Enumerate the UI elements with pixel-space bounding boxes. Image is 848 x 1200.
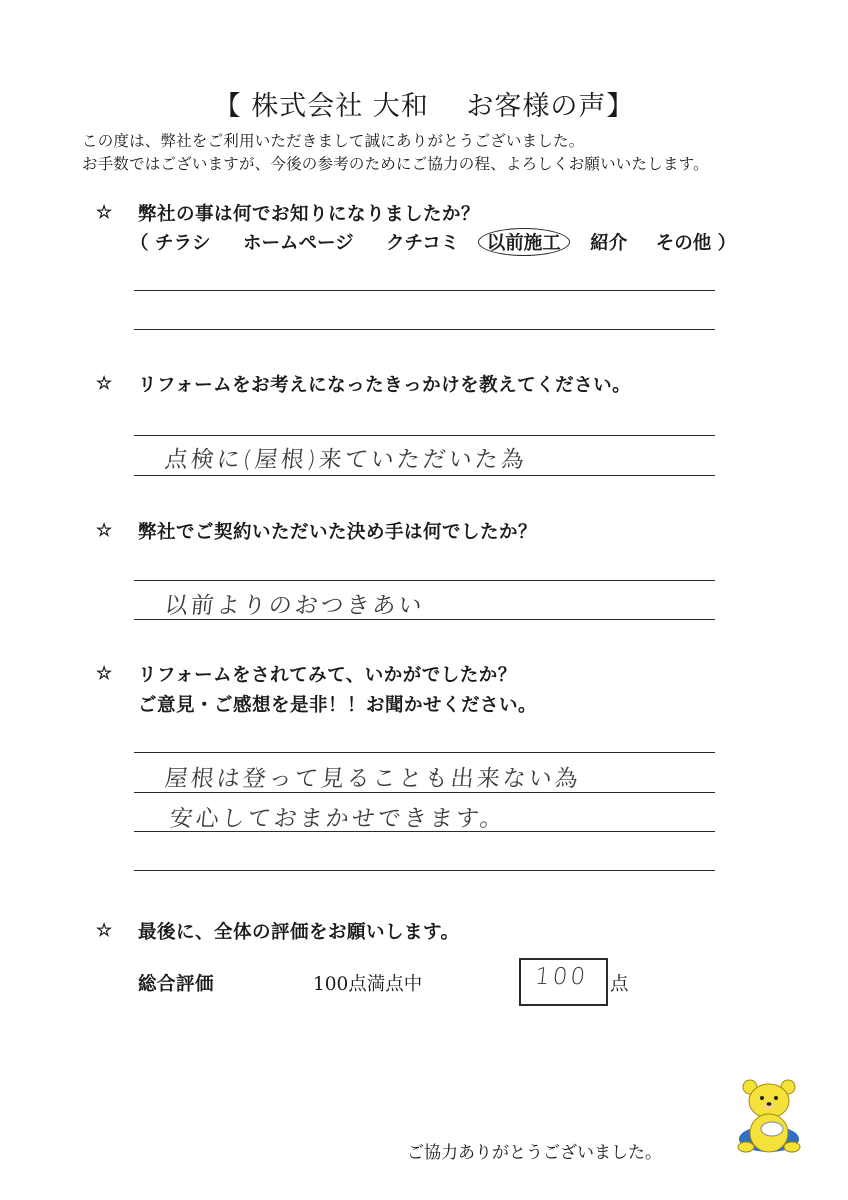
bear-mascot-icon bbox=[736, 1077, 802, 1157]
option-word-of-mouth: クチコミ bbox=[386, 233, 460, 254]
score-value: 100 bbox=[533, 964, 590, 990]
q4-answer-line-2 bbox=[134, 792, 715, 793]
q3-star-icon: ☆ bbox=[96, 520, 113, 541]
max-score-label: 100点満点中 bbox=[313, 974, 423, 995]
overall-rating-label: 総合評価 bbox=[138, 974, 215, 995]
options-close-paren: ） bbox=[717, 233, 737, 254]
q2-handwritten-answer: 点検に(屋根)来ていただいた為 bbox=[163, 447, 529, 473]
option-homepage: ホームページ bbox=[242, 233, 354, 254]
q2-text: リフォームをお考えになったきっかけを教えてください。 bbox=[138, 375, 632, 396]
option-other: その他 bbox=[655, 233, 712, 254]
q3-handwritten-answer: 以前よりのおつきあい bbox=[163, 593, 426, 619]
q2-star-icon: ☆ bbox=[96, 373, 113, 394]
q4-text-line-2: ご意見・ご感想を是非！！お聞かせください。 bbox=[138, 695, 538, 716]
page-title: 【 株式会社 大和 お客様の声】 bbox=[213, 91, 635, 122]
q4-star-icon: ☆ bbox=[96, 663, 113, 684]
q3-answer-line-2 bbox=[134, 619, 715, 620]
q3-answer-line-1 bbox=[134, 580, 715, 581]
q4-answer-line-4 bbox=[134, 870, 715, 871]
option-previous-work-selected: 以前施工 bbox=[478, 228, 570, 256]
q4-handwritten-answer-1: 屋根は登って見ることも出来ない為 bbox=[163, 766, 583, 792]
q5-text: 最後に、全体の評価をお願いします。 bbox=[138, 922, 460, 943]
q5-star-icon: ☆ bbox=[96, 920, 113, 941]
intro-line-1: この度は、弊社をご利用いただきまして誠にありがとうございました。 bbox=[82, 132, 585, 150]
q1-options bbox=[130, 228, 736, 256]
q4-answer-line-1 bbox=[134, 752, 715, 753]
q4-answer-line-3 bbox=[134, 831, 715, 832]
q3-text: 弊社でご契約いただいた決め手は何でしたか？ bbox=[138, 522, 538, 543]
options-open-paren: （ bbox=[130, 233, 149, 254]
option-referral: 紹介 bbox=[590, 233, 628, 254]
thank-you-footer: ご協力ありがとうございました。 bbox=[407, 1143, 662, 1163]
q2-answer-line-1 bbox=[134, 435, 715, 436]
score-unit: 点 bbox=[610, 974, 629, 995]
q4-text-line-1: リフォームをされてみて、いかがでしたか？ bbox=[138, 665, 517, 686]
q1-answer-line-1 bbox=[134, 290, 715, 291]
q4-handwritten-answer-2: 安心しておまかせできます。 bbox=[168, 806, 508, 832]
intro-line-2: お手数ではございますが、今後の参考のためにご協力の程、よろしくお願いいたします。 bbox=[82, 155, 709, 173]
q2-answer-line-2 bbox=[134, 475, 715, 476]
q1-star-icon: ☆ bbox=[96, 202, 113, 223]
q1-answer-line-2 bbox=[134, 329, 715, 330]
option-flyer: チラシ bbox=[154, 233, 211, 254]
q1-text: 弊社の事は何でお知りになりましたか？ bbox=[138, 204, 481, 225]
